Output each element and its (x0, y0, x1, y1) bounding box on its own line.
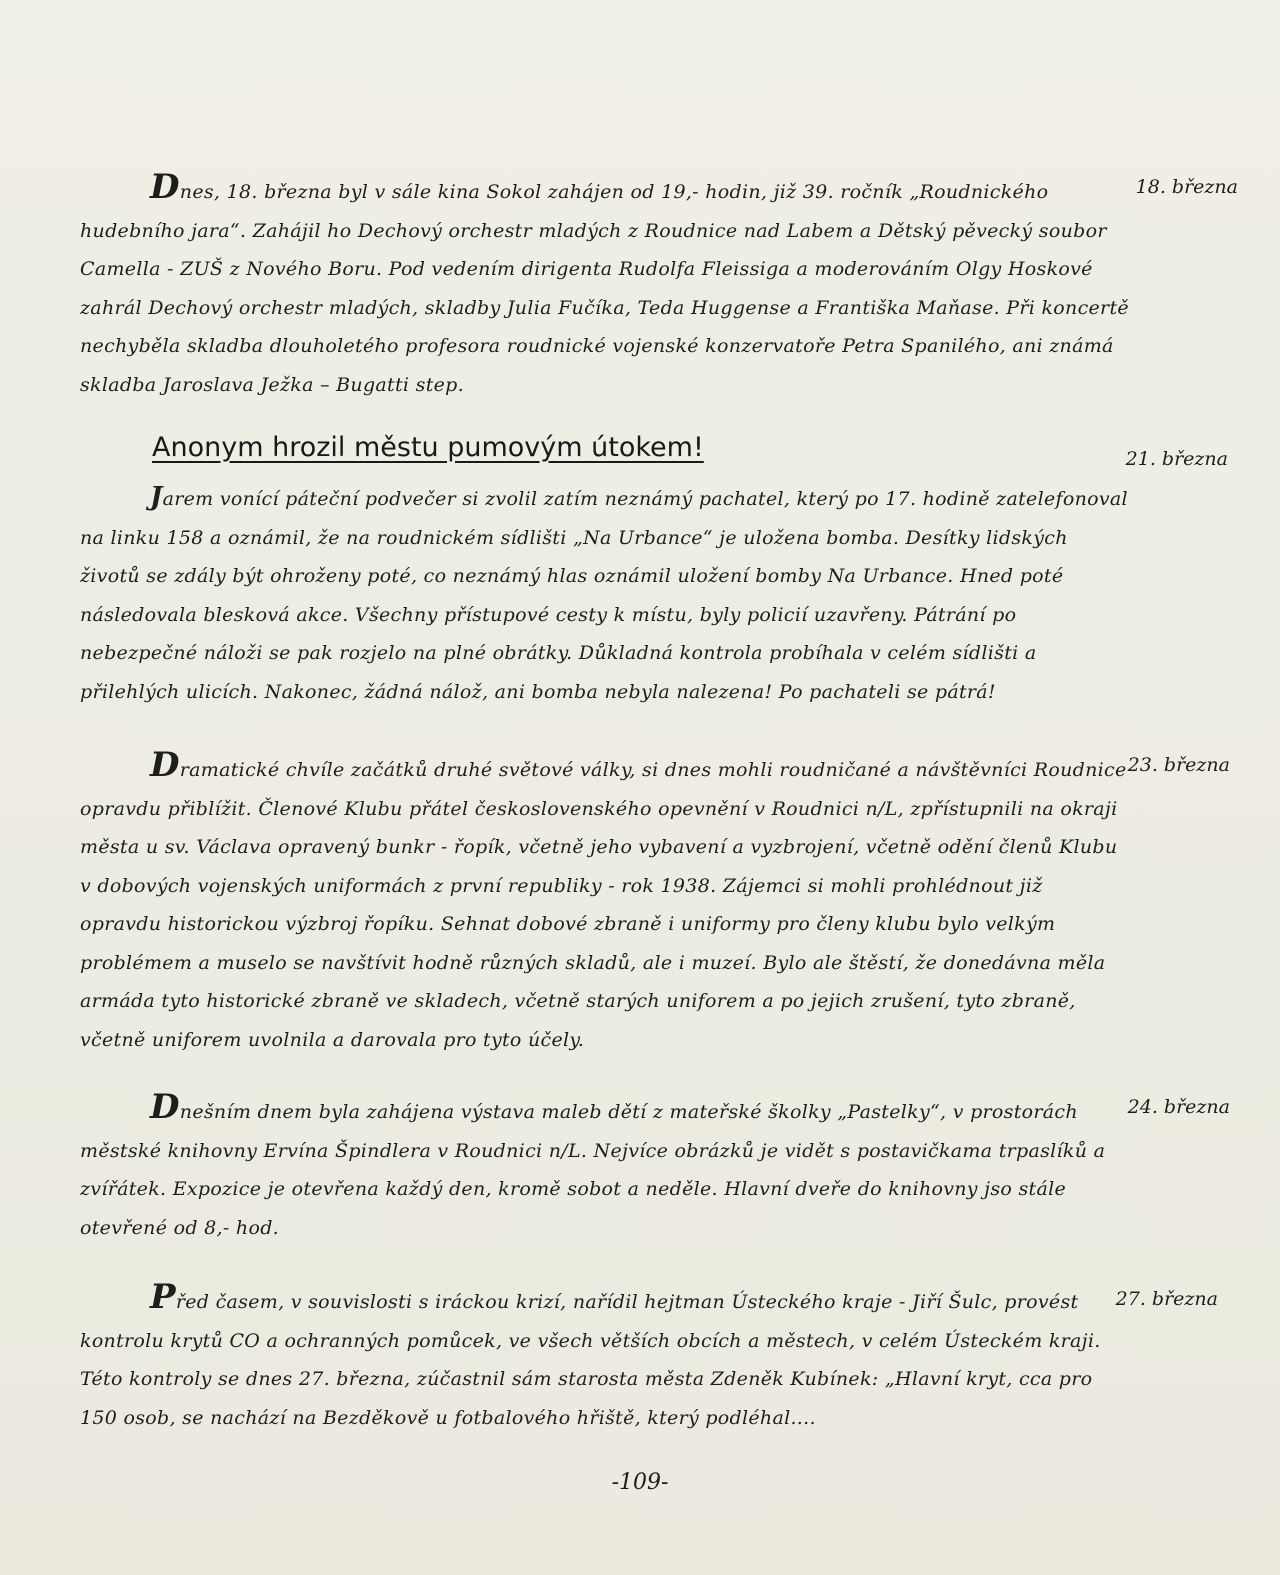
drop-initial: D (150, 167, 180, 207)
date-24-brezna: 24. března (1127, 1096, 1230, 1118)
entry-text (80, 1088, 1130, 1247)
drop-initial: D (150, 745, 180, 785)
entry-body: řed časem, v souvislosti s iráckou krizí, nařídil hejtman Ústeckého kraje - Jiří Šulc, provést kontrolu krytů CO a ochranných pomůcek, ve všech větších obcích a městech, v celém Ústeckém kraji. Této kontroly se dnes 27. března, zúčastnil sám starosta města Zdeněk Kubínek: „Hlavní kryt, cca pro 150 osob, se nachází na Bezděkově u fotbalového hřiště, který podléhal.... (80, 1291, 1101, 1429)
entry-23-brezna (80, 746, 1130, 1059)
entry-body: nes, 18. března byl v sále kina Sokol zahájen od 19,- hodin, již 39. ročník „Roudnického hudebního jara“. Zahájil ho Dechový orchestr mladých z Roudnice nad Labem a Dětský pěvecký soubor Camella - ZUŠ z Nového Boru. Pod vedením dirigenta Rudolfa Fleissiga a moderováním Olgy Hoskové zahrál Dechový orchestr mladých, skladby Julia Fučíka, Teda Huggense a Františka Maňase. Při koncertě nechyběla skladba dlouholetého profesora roudnické vojenské konzervatoře Petra Spanilého, ani známá skladba Jaroslava Ježka – Bugatti step. (80, 181, 1129, 396)
entry-21-brezna (80, 478, 1130, 711)
date-27-brezna: 27. března (1115, 1288, 1218, 1310)
entry-body: ramatické chvíle začátků druhé světové války, si dnes mohli roudničané a návštěvníci Roudnice opravdu přiblížit. Členové Klubu přátel československého opevnění v Roudnici n/L, zpřístupnili na okraji města u sv. Václava opravený bunkr - řopík, včetně jeho vybavení a vyzbrojení, včetně odění členů Klubu v dobových vojenských uniformách z první republiky - rok 1938. Zájemci si mohli prohlédnout již opravdu historickou výzbroj řopíku. Sehnat dobové zbraně i uniformy pro členy klubu bylo velkým problémem a muselo se navštívit hodně různých skladů, ale i muzeí. Bylo ale štěstí, že donedávna měla armáda tyto historické zbraně ve skladech, včetně starých uniforem a po jejich zrušení, tyto zbraně, včetně uniforem uvolnila a darovala pro tyto účely. (80, 759, 1127, 1051)
entry-text (80, 168, 1130, 404)
entry-text (80, 746, 1130, 1059)
entry-24-brezna (80, 1088, 1130, 1247)
date-18-brezna: 18. března (1135, 176, 1238, 198)
entry-18-brezna (80, 168, 1130, 404)
drop-initial: J (150, 482, 163, 512)
entry-27-brezna (80, 1278, 1130, 1437)
drop-initial: P (150, 1277, 176, 1317)
article-heading: Anonym hrozil městu pumovým útokem! (152, 432, 704, 463)
entry-body: nešním dnem byla zahájena výstava maleb dětí z mateřské školky „Pastelky“, v prostorách městské knihovny Ervína Špindlera v Roudnici n/L. Nejvíce obrázků je vidět s postavičkama trpaslíků a zvířátek. Expozice je otevřena každý den, kromě sobot a neděle. Hlavní dveře do knihovny jso stále otevřené od 8,- hod. (80, 1101, 1106, 1239)
page-number: -109- (611, 1470, 669, 1495)
date-21-brezna: 21. března (1125, 448, 1228, 470)
entry-text (80, 478, 1130, 711)
entry-text (80, 1278, 1130, 1437)
entry-body: arem vonící páteční podvečer si zvolil zatím neznámý pachatel, který po 17. hodině zatelefonoval na linku 158 a oznámil, že na roudnickém sídlišti „Na Urbance“ je uložena bomba. Desítky lidských životů se zdály být ohroženy poté, co neznámý hlas oznámil uložení bomby Na Urbance. Hned poté následovala blesková akce. Všechny přístupové cesty k místu, byly policií uzavřeny. Pátrání po nebezpečné náloži se pak rozjelo na plné obrátky. Důkladná kontrola probíhala v celém sídlišti a přilehlých ulicích. Nakonec, žádná nálož, ani bomba nebyla nalezena! Po pachateli se pátrá! (80, 488, 1128, 703)
date-23-brezna: 23. března (1127, 754, 1230, 776)
drop-initial: D (150, 1087, 180, 1127)
